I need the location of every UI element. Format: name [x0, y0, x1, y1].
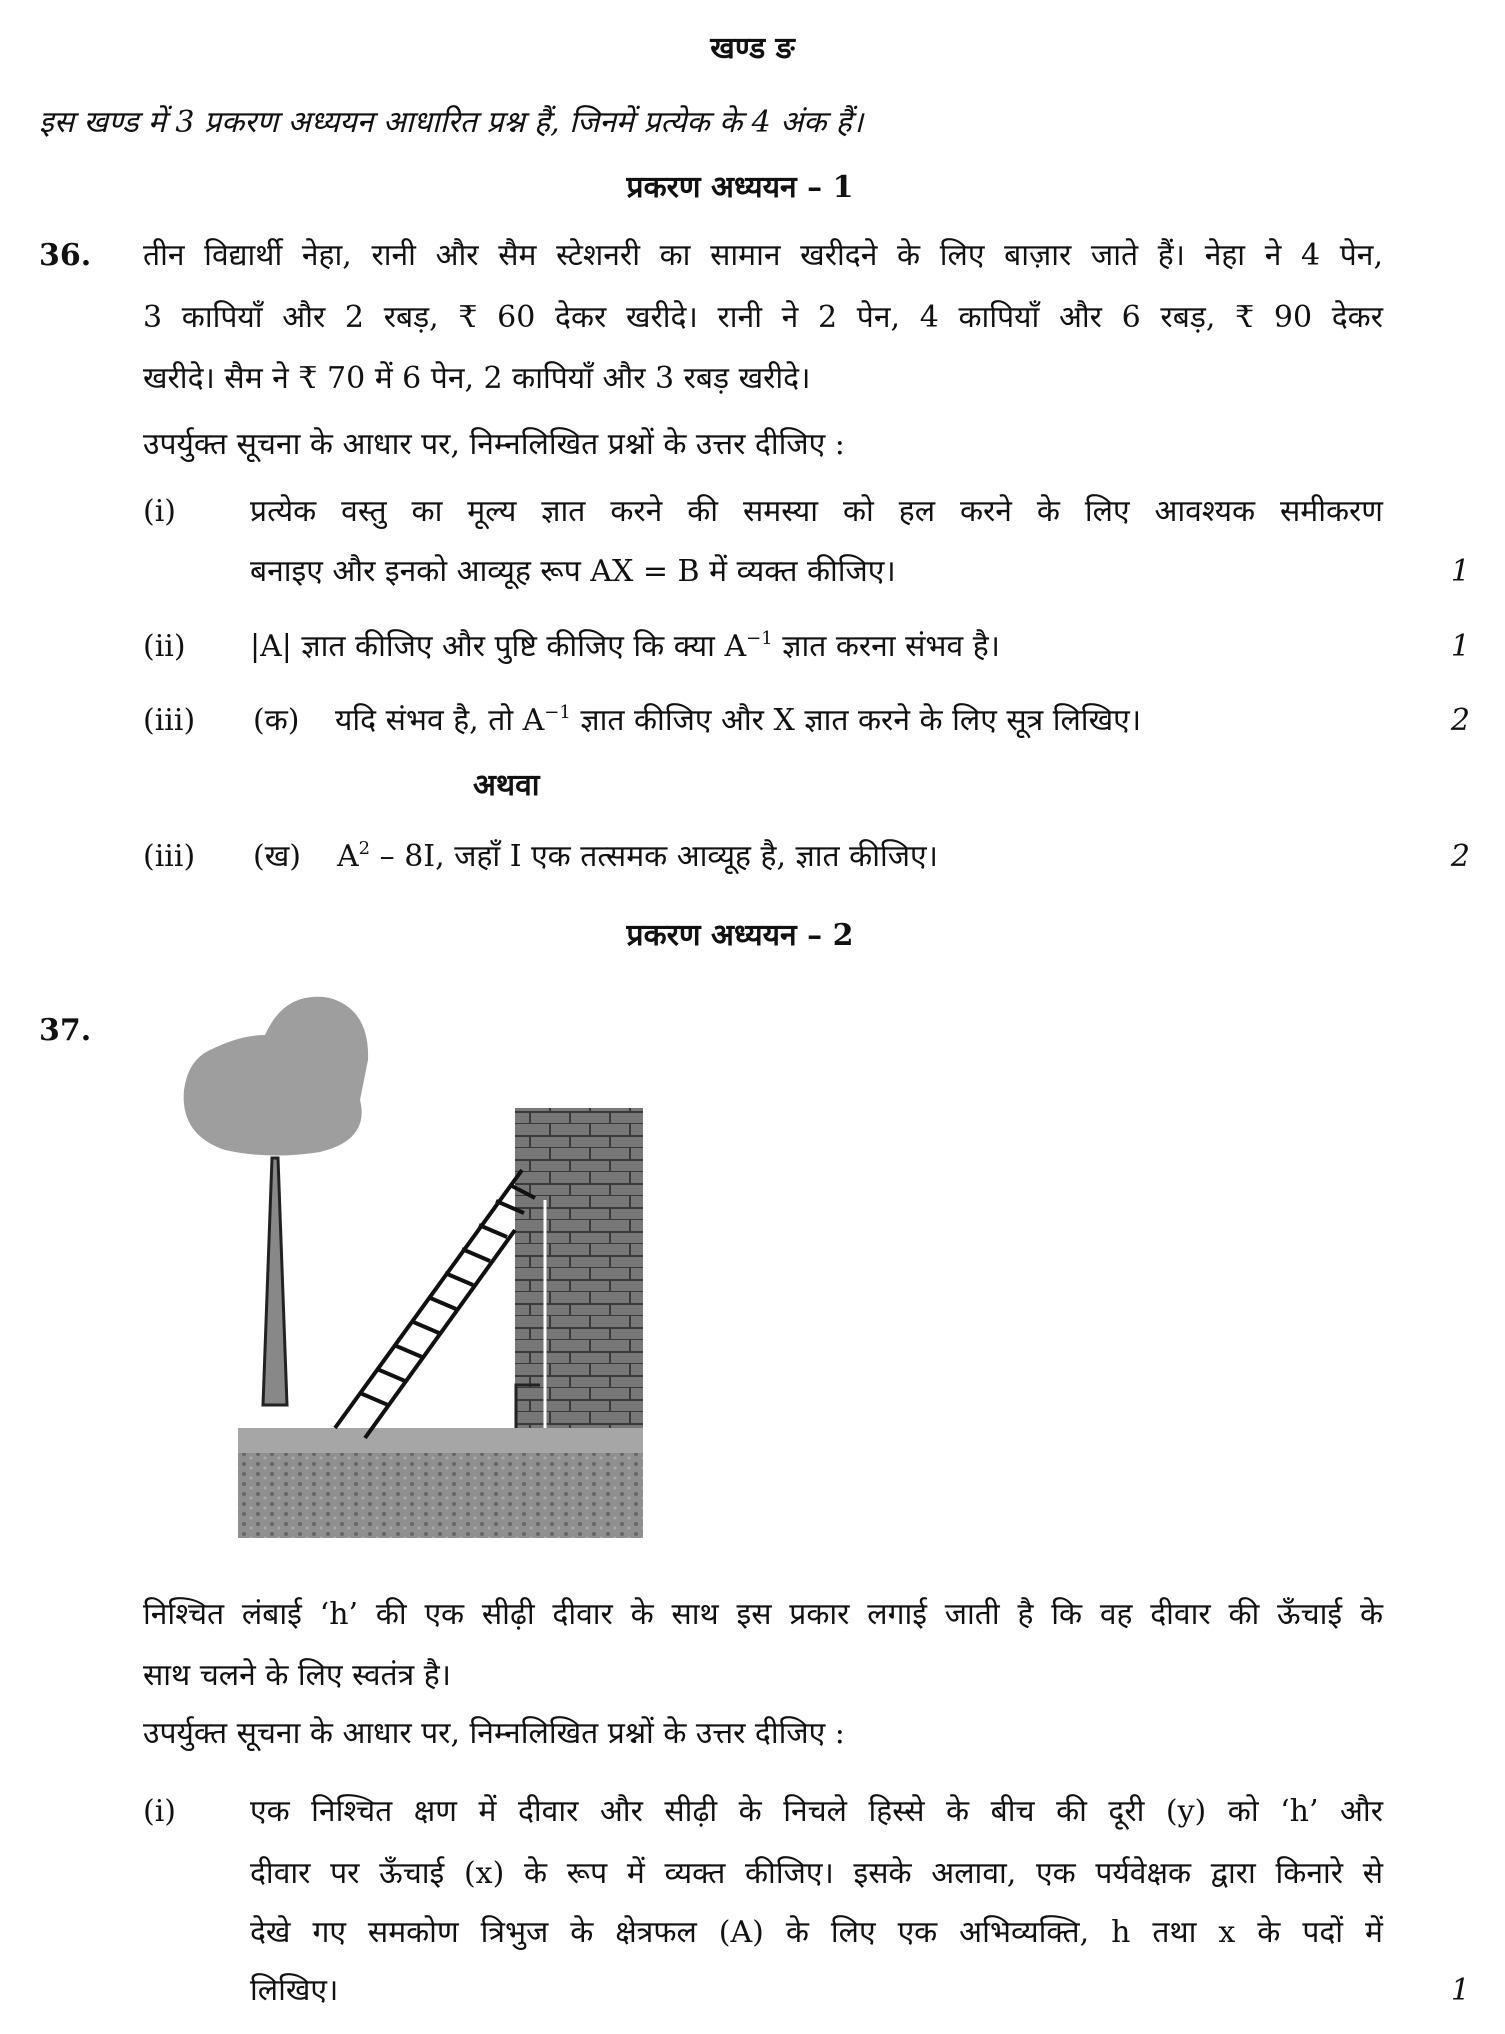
- text: ज्ञात कीजिए और X ज्ञात करने के लिए सूत्र लिखिए।: [570, 703, 1142, 738]
- q36-iii-label: (iii): [143, 839, 196, 874]
- q36-iii-sub-label: (ख): [253, 839, 301, 874]
- superscript: −1: [746, 628, 773, 649]
- q37-i-text: लिखिए।: [250, 1973, 339, 2008]
- ladder: [335, 1170, 535, 1438]
- q36-stem-line: 3 कापियाँ और 2 रबड़, ₹ 60 देकर खरीदे। रानी ने 2 पेन, 4 कापियाँ और 6 रबड़, ₹ 90 देकर: [143, 300, 1383, 335]
- q37-stem-line: निश्चित लंबाई ‘h’ की एक सीढ़ी दीवार के साथ इस प्रकार लगाई जाती है कि वह दीवार की ऊँचाई के: [143, 1597, 1383, 1632]
- q36-iii-b-marks: 2: [1450, 839, 1470, 874]
- case-study-1-heading: प्रकरण अध्ययन – 1: [626, 170, 854, 205]
- q37-instruction: उपर्युक्त सूचना के आधार पर, निम्नलिखित प्रश्नों के उत्तर दीजिए :: [143, 1716, 845, 1751]
- section-title: खण्ड ङ: [710, 31, 795, 66]
- question-number-37: 37.: [39, 1013, 92, 1048]
- text: |A| ज्ञात कीजिए और पुष्टि कीजिए कि क्या A: [250, 629, 747, 664]
- q36-ii-marks: 1: [1450, 629, 1470, 664]
- q36-iii-sub-label: (क): [253, 703, 300, 738]
- section-intro: इस खण्ड में 3 प्रकरण अध्ययन आधारित प्रश्न हैं, जिनमें प्रत्येक के 4 अंक हैं।: [39, 105, 864, 140]
- q36-iii-a-text: [335, 701, 1141, 741]
- superscript: −1: [544, 702, 571, 723]
- tree-trunk: [263, 1158, 287, 1405]
- q36-iii-b-text: [337, 837, 938, 877]
- tree-crown: [184, 997, 368, 1156]
- ladder-wall-illustration: [170, 980, 650, 1560]
- q36-iii-a-marks: 2: [1450, 703, 1470, 738]
- q36-i-text: प्रत्येक वस्तु का मूल्य ज्ञात करने की समस्या को हल करने के लिए आवश्यक समीकरण: [250, 494, 1383, 529]
- q36-instruction: उपर्युक्त सूचना के आधार पर, निम्नलिखित प्रश्नों के उत्तर दीजिए :: [143, 427, 845, 462]
- q37-i-label: (i): [143, 1794, 177, 1829]
- q37-i-text: देखे गए समकोण त्रिभुज के क्षेत्रफल (A) के लिए एक अभिव्यक्ति, h तथा x के पदों में: [250, 1915, 1383, 1950]
- q36-ii-label: (ii): [143, 629, 186, 664]
- q36-stem-line: तीन विद्यार्थी नेहा, रानी और सैम स्टेशनरी का सामान खरीदने के लिए बाज़ार जाते हैं। नेहा ने 4 पेन,: [143, 238, 1383, 273]
- text: A: [337, 839, 359, 874]
- case-study-2-heading: प्रकरण अध्ययन – 2: [626, 918, 854, 953]
- text: – 8I, जहाँ I एक तत्समक आव्यूह है, ज्ञात कीजिए।: [370, 839, 938, 874]
- superscript: 2: [358, 838, 371, 859]
- q37-i-marks: 1: [1450, 1973, 1470, 2008]
- q37-stem-line: साथ चलने के लिए स्वतंत्र है।: [143, 1658, 451, 1693]
- q36-stem-line: खरीदे। सैम ने ₹ 70 में 6 पेन, 2 कापियाँ और 3 रबड़ खरीदे।: [143, 361, 811, 396]
- question-number-36: 36.: [39, 238, 92, 273]
- q36-i-marks: 1: [1450, 554, 1470, 589]
- text: यदि संभव है, तो A: [335, 703, 545, 738]
- or-label: अथवा: [473, 768, 540, 803]
- q36-iii-label: (iii): [143, 703, 196, 738]
- text: ज्ञात करना संभव है।: [772, 629, 1000, 664]
- q36-ii-text: [250, 627, 1000, 667]
- q36-i-text: बनाइए और इनको आव्यूह रूप AX = B में व्यक्त कीजिए।: [250, 554, 896, 589]
- q36-i-label: (i): [143, 494, 177, 529]
- q37-i-text: दीवार पर ऊँचाई (x) के रूप में व्यक्त कीजिए। इसके अलावा, एक पर्यवेक्षक द्वारा किनारे से: [250, 1856, 1383, 1891]
- q37-i-text: एक निश्चित क्षण में दीवार और सीढ़ी के निचले हिस्से के बीच की दूरी (y) को ‘h’ और: [250, 1794, 1383, 1829]
